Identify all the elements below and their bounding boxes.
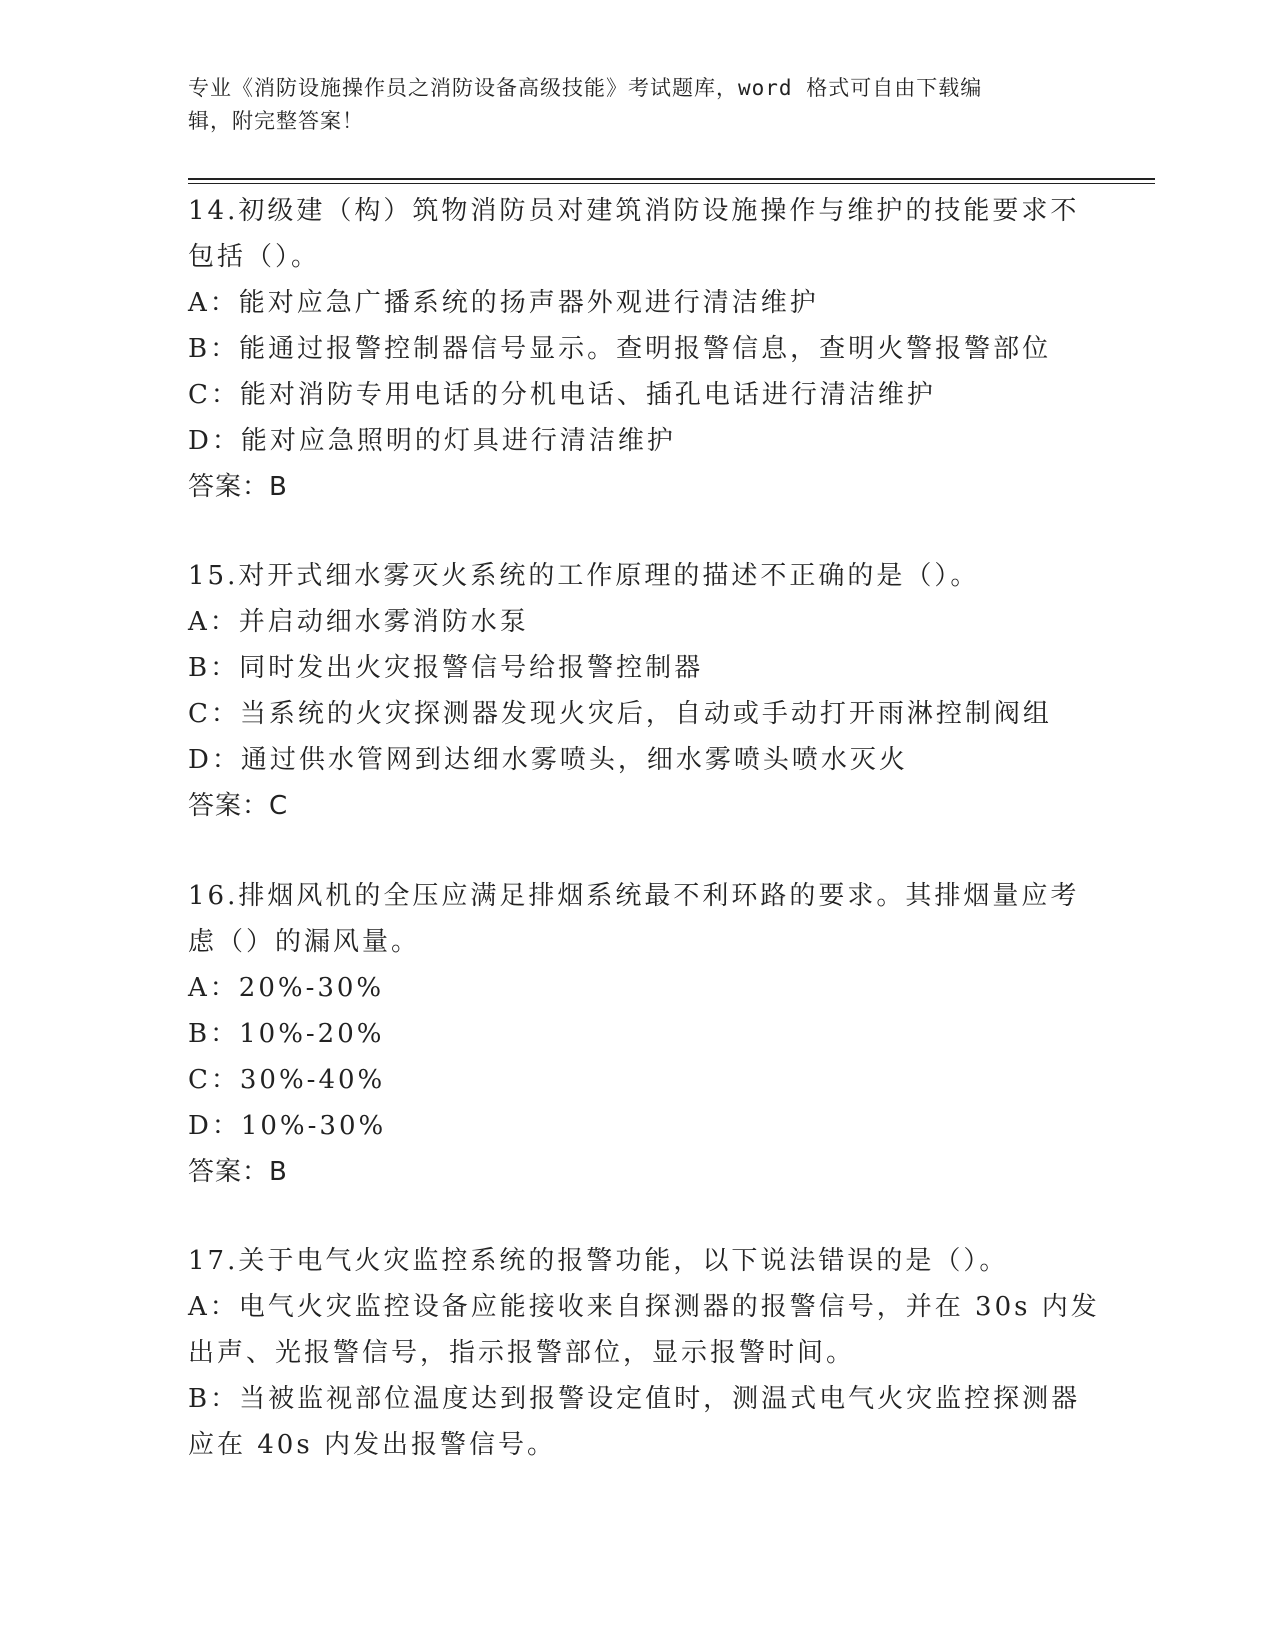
- answer: 答案：C: [188, 791, 289, 821]
- option-c: C：30%-40%: [188, 1065, 386, 1095]
- option-b: B：10%-20%: [188, 1019, 385, 1049]
- option-d: D：10%-30%: [188, 1111, 387, 1141]
- option-a: A：能对应急广播系统的扬声器外观进行清洁维护: [188, 288, 819, 318]
- question-15: [188, 553, 1088, 829]
- option-b-continued: 应在 40s 内发出报警信号。: [188, 1430, 556, 1460]
- option-b: B：同时发出火灾报警信号给报警控制器: [188, 653, 704, 683]
- question-stem-continued: 包括（）。: [188, 242, 321, 272]
- option-b: B：能通过报警控制器信号显示。查明报警信息，查明火警报警部位: [188, 334, 1052, 364]
- option-b: B：当被监视部位温度达到报警设定值时，测温式电气火灾监控探测器: [188, 1384, 1081, 1414]
- question-stem: 17.关于电气火灾监控系统的报警功能，以下说法错误的是（）。: [188, 1246, 1009, 1276]
- question-16: [188, 873, 1088, 1195]
- header-divider-thin: [188, 183, 1155, 184]
- option-a-continued: 出声、光报警信号，指示报警部位，显示报警时间。: [188, 1338, 856, 1368]
- option-d: D：能对应急照明的灯具进行清洁维护: [188, 426, 676, 456]
- question-stem: 16.排烟风机的全压应满足排烟系统最不利环路的要求。其排烟量应考: [188, 881, 1080, 911]
- question-14: [188, 188, 1088, 510]
- answer: 答案：B: [188, 472, 288, 502]
- header-line: 专业《消防设施操作员之消防设备高级技能》考试题库，word 格式可自由下载编: [188, 76, 983, 100]
- header-divider: [188, 178, 1155, 180]
- question-stem: 15.对开式细水雾灭火系统的工作原理的描述不正确的是（）。: [188, 561, 980, 591]
- option-c: C：当系统的火灾探测器发现火灾后，自动或手动打开雨淋控制阀组: [188, 699, 1052, 729]
- option-c: C：能对消防专用电话的分机电话、插孔电话进行清洁维护: [188, 380, 936, 410]
- option-d: D：通过供水管网到达细水雾喷头，细水雾喷头喷水灭火: [188, 745, 908, 775]
- option-a: A：并启动细水雾消防水泵: [188, 607, 529, 637]
- question-stem: 14.初级建（构）筑物消防员对建筑消防设施操作与维护的技能要求不: [188, 196, 1080, 226]
- answer: 答案：B: [188, 1157, 288, 1187]
- question-17: [188, 1238, 1100, 1468]
- header-line: 辑，附完整答案！: [188, 109, 364, 133]
- option-a: A：电气火灾监控设备应能接收来自探测器的报警信号，并在 30s 内发: [188, 1292, 1100, 1322]
- question-stem-continued: 虑（）的漏风量。: [188, 927, 421, 957]
- document-header: [188, 72, 1068, 138]
- option-a: A：20%-30%: [188, 973, 385, 1003]
